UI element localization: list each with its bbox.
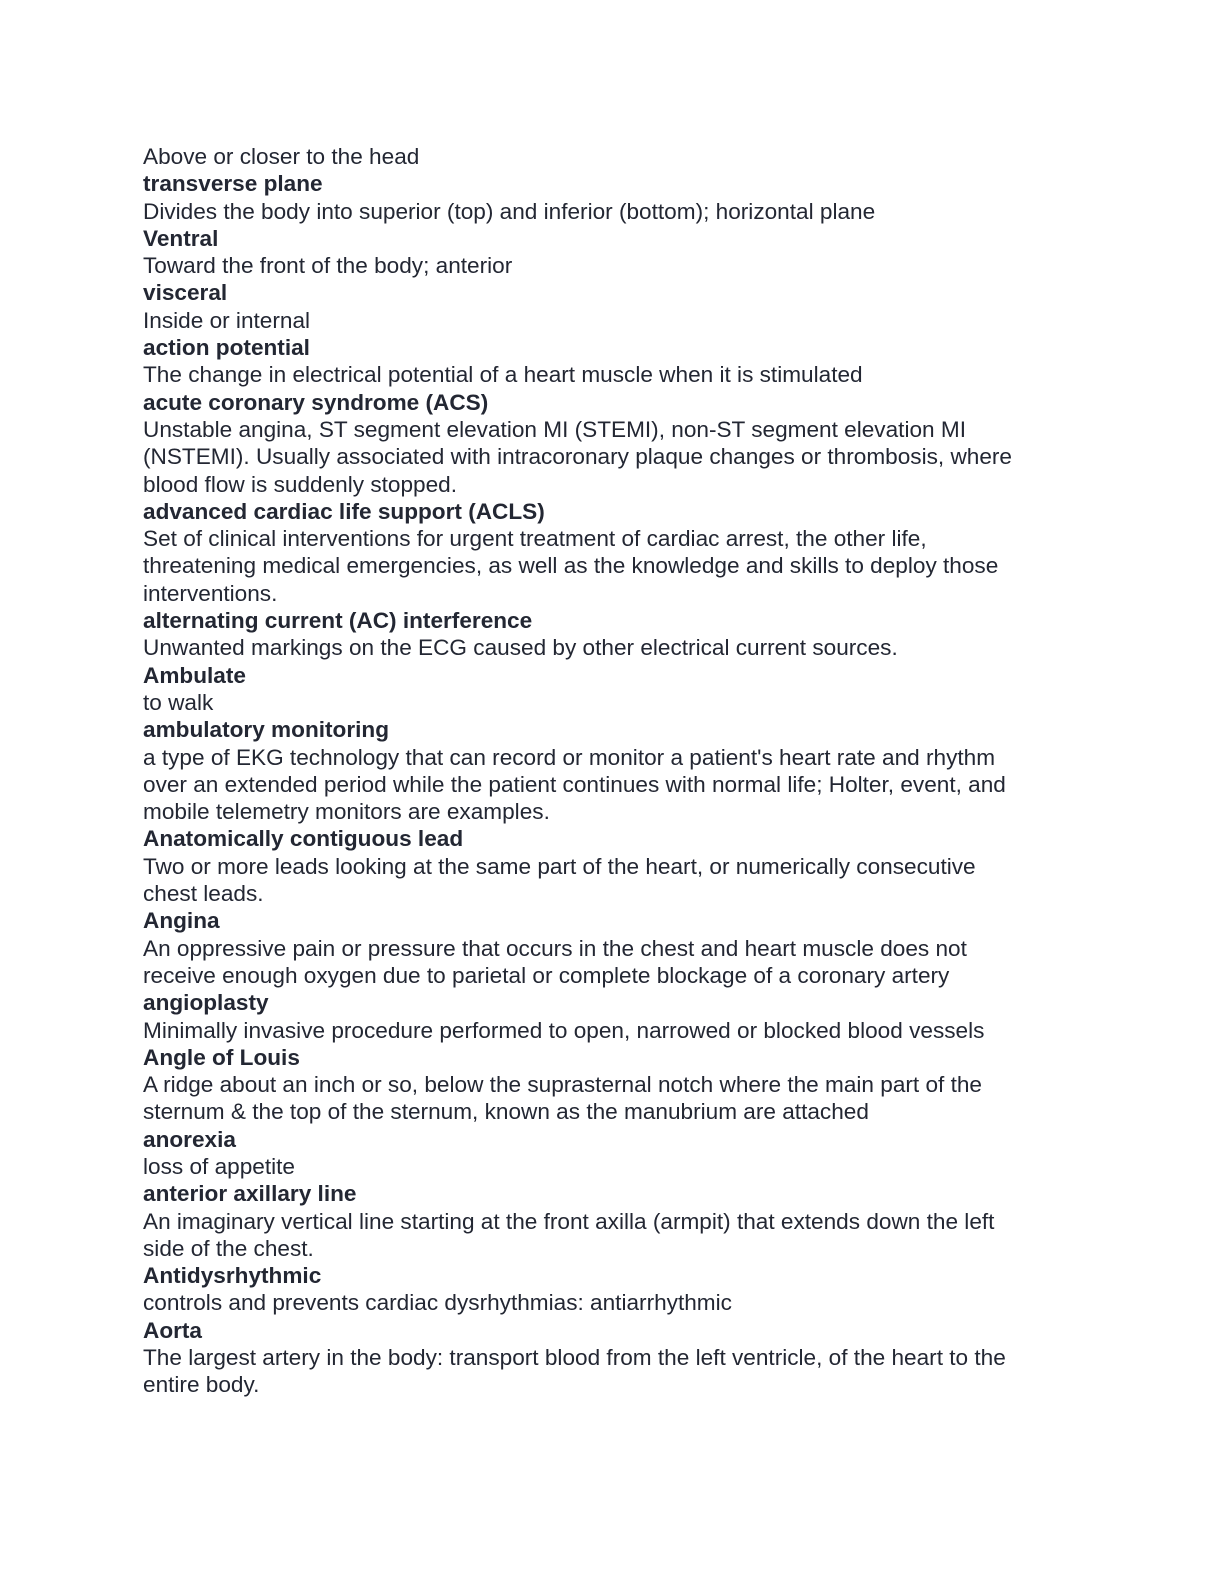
glossary-definition-line: Minimally invasive procedure performed to open, narrowed or blocked blood vessels <box>143 1017 985 1043</box>
glossary-term: alternating current (AC) interference <box>143 608 533 634</box>
glossary-term: angioplasty <box>143 990 269 1016</box>
glossary-definition-line: blood flow is suddenly stopped. <box>143 471 458 497</box>
glossary-term: anorexia <box>143 1126 236 1152</box>
glossary-term: visceral <box>143 280 228 306</box>
glossary-definition-line: sternum & the top of the sternum, known as the manubrium are attached <box>143 1099 869 1125</box>
glossary-definition-line: controls and prevents cardiac dysrhythmias: antiarrhythmic <box>143 1290 732 1316</box>
glossary-term: advanced cardiac life support (ACLS) <box>143 498 545 524</box>
glossary-definition-line: chest leads. <box>143 881 264 907</box>
glossary-definition-line: receive enough oxygen due to parietal or complete blockage of a coronary artery <box>143 962 950 988</box>
glossary-definition-line: Two or more leads looking at the same part of the heart, or numerically consecutive <box>143 853 976 879</box>
glossary-definition-line: side of the chest. <box>143 1235 314 1261</box>
glossary-term: action potential <box>143 335 310 361</box>
glossary-definition-line: threatening medical emergencies, as well as the knowledge and skills to deploy those <box>143 553 999 579</box>
glossary-definition-line: to walk <box>143 689 214 715</box>
glossary-term: Ambulate <box>143 662 246 688</box>
glossary-term: Antidysrhythmic <box>143 1263 322 1289</box>
glossary-term: Ventral <box>143 225 219 251</box>
document-page <box>143 143 1083 1399</box>
glossary-term: transverse plane <box>143 171 323 197</box>
glossary-definition-line: Inside or internal <box>143 307 311 333</box>
glossary-definition-line: Above or closer to the head <box>143 144 420 169</box>
glossary-term: acute coronary syndrome (ACS) <box>143 389 489 415</box>
glossary-definition-line: Set of clinical interventions for urgent treatment of cardiac arrest, the other life, <box>143 526 927 552</box>
glossary-definition-line: Toward the front of the body; anterior <box>143 253 513 279</box>
glossary-definition-line: An imaginary vertical line starting at the front axilla (armpit) that extends down the left <box>143 1208 995 1234</box>
glossary-definition-line: Unstable angina, ST segment elevation MI (STEMI), non-ST segment elevation MI <box>143 416 966 442</box>
glossary-term: Angina <box>143 908 220 934</box>
glossary-definition-line: A ridge about an inch or so, below the suprasternal notch where the main part of the <box>143 1072 982 1098</box>
glossary-term: anterior axillary line <box>143 1181 357 1207</box>
glossary-definition-line: Divides the body into superior (top) and inferior (bottom); horizontal plane <box>143 198 876 224</box>
glossary-definition-line: a type of EKG technology that can record or monitor a patient's heart rate and rhythm <box>143 744 996 770</box>
glossary-definition-line: over an extended period while the patient continues with normal life; Holter, event, and <box>143 771 1006 797</box>
glossary-definition-line: Unwanted markings on the ECG caused by other electrical current sources. <box>143 635 898 661</box>
glossary-term: Aorta <box>143 1317 202 1343</box>
glossary-definition-line: An oppressive pain or pressure that occurs in the chest and heart muscle does not <box>143 935 967 961</box>
glossary-definition-line: The change in electrical potential of a heart muscle when it is stimulated <box>143 362 863 388</box>
glossary-definition-line: entire body. <box>143 1372 260 1398</box>
glossary-term: ambulatory monitoring <box>143 717 390 743</box>
glossary-definition-line: (NSTEMI). Usually associated with intracoronary plaque changes or thrombosis, where <box>143 444 1012 470</box>
glossary-definition-line: mobile telemetry monitors are examples. <box>143 799 550 825</box>
glossary-definition-line: The largest artery in the body: transport blood from the left ventricle, of the heart to the <box>143 1345 1006 1371</box>
glossary-term: Angle of Louis <box>143 1044 300 1070</box>
glossary-definition-line: interventions. <box>143 580 278 606</box>
glossary-term: Anatomically contiguous lead <box>143 826 464 852</box>
glossary-definition-line: loss of appetite <box>143 1153 295 1179</box>
